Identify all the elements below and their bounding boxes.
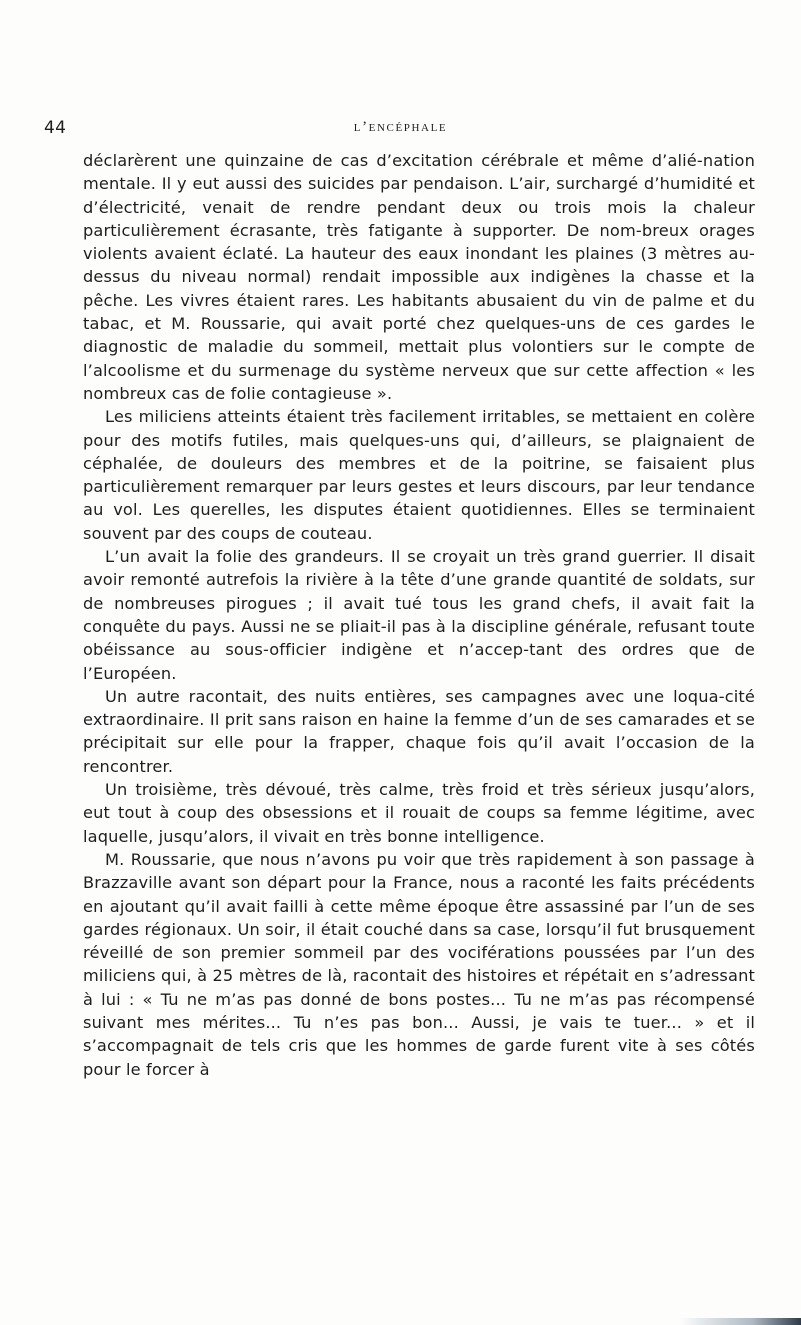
running-head: l’encéphale xyxy=(353,119,448,135)
paragraph: M. Roussarie, que nous n’avons pu voir que très rapidement à son passage à Brazzaville avant son départ pour la France, nous a raconté les faits précédents en ajoutant qu’il avait failli à cette même époque être assassiné par l’un de ses gardes régionaux. Un soir, il était couché dans sa case, lorsqu’il fut brusquement réveillé de son premier sommeil par des vociférations poussées par l’un des miliciens qui, à 25 mètres de là, racontait des histoires et répétait en s’adressant à lui : « Tu ne m’as pas donné de bons postes... Tu ne m’as pas récompensé suivant mes mérites... Tu n’es pas bon... Aussi, je vais te tuer... » et il s’accompagnait de tels cris que les hommes de garde furent vite à ses côtés pour le forcer à xyxy=(83,849,755,1079)
paragraph: Les miliciens atteints étaient très facilement irritables, se mettaient en colère pour des motifs futiles, mais quelques-uns qui, d’ailleurs, se plaignaient de céphalée, de douleurs des membres et de la poitrine, se faisaient plus particulièrement remarquer par leurs gestes et leurs discours, par leur tendance au vol. Les querelles, les disputes étaient quotidiennes. Elles se terminaient souvent par des coups de couteau. xyxy=(83,407,755,543)
page-edge-shadow xyxy=(680,1318,801,1325)
paragraph: déclarèrent une quinzaine de cas d’excitation cérébrale et même d’alié-nation mentale. Il y eut aussi des suicides par pendaison. L’air, surchargé d’humidité et d’électricité, venait de rendre pendant deux ou trois mois la chaleur particulièrement écrasante, très fatigante à supporter. De nom-breux orages violents avaient éclaté. La hauteur des eaux inondant les plaines (3 mètres au-dessus du niveau normal) rendait impossible aux indigènes la chasse et la pêche. Les vivres étaient rares. Les habitants abusaient du vin de palme et du tabac, et M. Roussarie, qui avait porté chez quelques-uns de ces gardes le diagnostic de maladie du sommeil, mettait plus volontiers sur le compte de l’alcoolisme et du surmenage du système nerveux que sur cette affection « les nombreux cas de folie contagieuse ». xyxy=(83,151,755,403)
page-number: 44 xyxy=(44,118,67,138)
page-header xyxy=(0,118,801,144)
paragraph: Un autre racontait, des nuits entières, ses campagnes avec une loqua-cité extraordinaire. Il prit sans raison en haine la femme d’un de ses camarades et se précipitait sur elle pour la frapper, chaque fois qu’il avait l’occasion de la rencontrer. xyxy=(83,686,755,776)
body-text xyxy=(83,149,755,1081)
paragraph: Un troisième, très dévoué, très calme, très froid et très sérieux jusqu’alors, eut tout à coup des obsessions et il rouait de coups sa femme légitime, avec laquelle, jusqu’alors, il vivait en très bonne intelligence. xyxy=(83,780,755,846)
paragraph: L’un avait la folie des grandeurs. Il se croyait un très grand guerrier. Il disait avoir remonté autrefois la rivière à la tête d’une grande quantité de soldats, sur de nombreuses pirogues ; il avait tué tous les grand chefs, il avait fait la conquête du pays. Aussi ne se pliait-il pas à la discipline générale, refusant toute obéissance au sous-officier indigène et n’accep-tant des ordres que de l’Européen. xyxy=(83,547,755,683)
